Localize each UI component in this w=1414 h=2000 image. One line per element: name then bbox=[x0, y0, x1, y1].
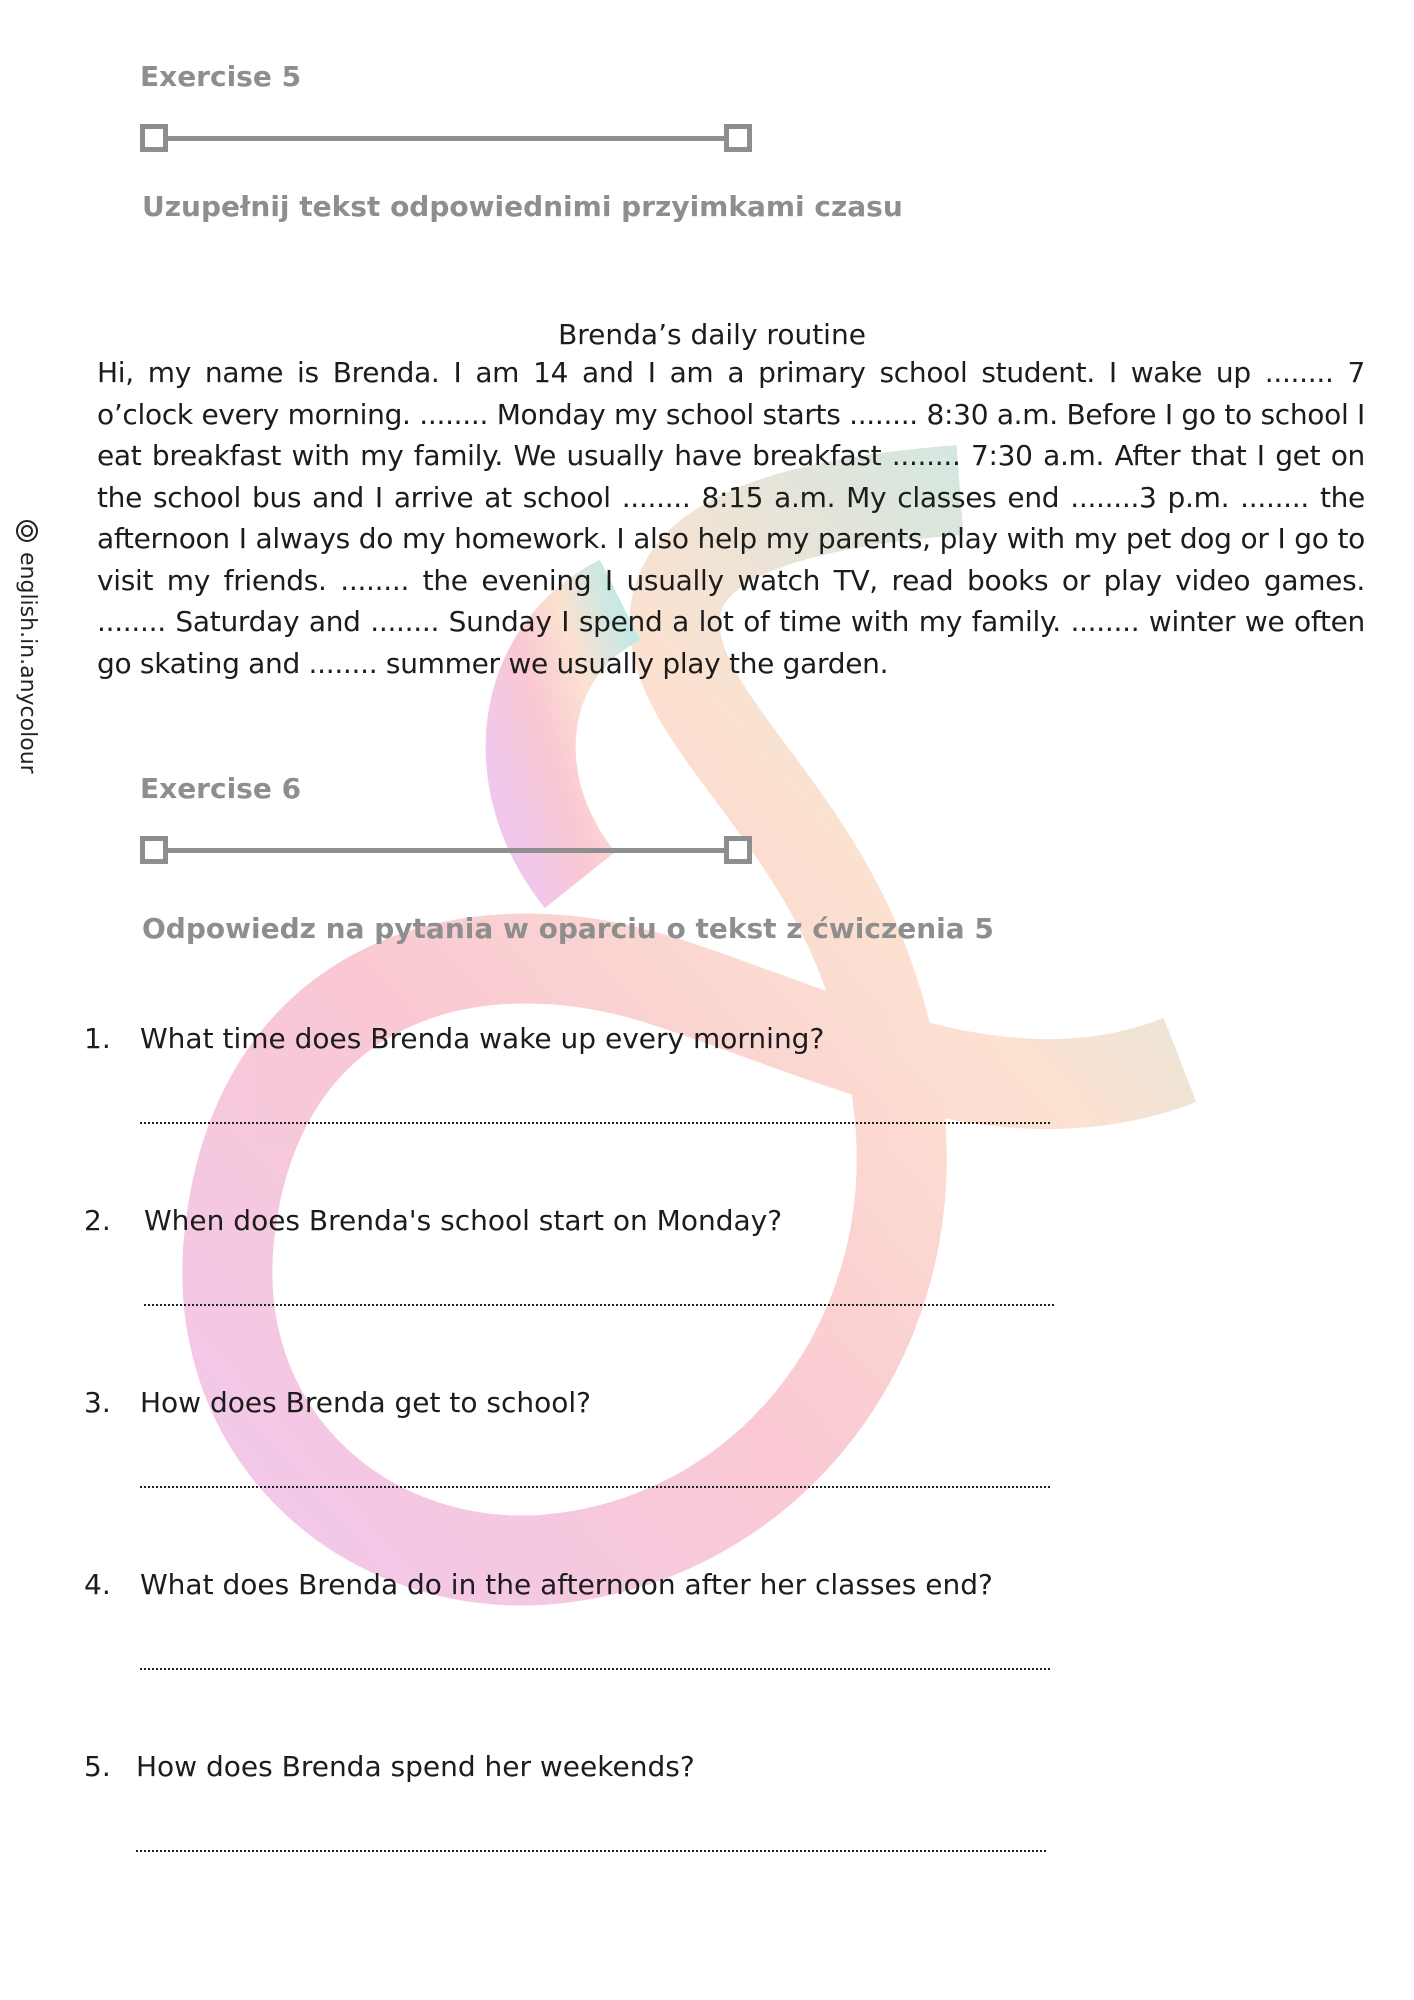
answer-line-4[interactable] bbox=[140, 1666, 1050, 1670]
question-text: When does Brenda's school start on Monday? bbox=[144, 1204, 783, 1237]
exercise-5-divider bbox=[140, 124, 752, 152]
question-3 bbox=[84, 1386, 1184, 1419]
instagram-icon bbox=[17, 520, 39, 542]
side-credit bbox=[15, 520, 40, 774]
question-text: How does Brenda spend her weekends? bbox=[136, 1750, 695, 1783]
question-number: 4. bbox=[84, 1568, 111, 1601]
question-4 bbox=[84, 1568, 1184, 1601]
question-text: How does Brenda get to school? bbox=[140, 1386, 592, 1419]
story-text: Hi, my name is Brenda. I am 14 and I am a primary school student. I wake up ........ 7 o’clock every morning. ........ Monday my school starts ........ 8:30 a.m. Before I go to school I eat breakfast with my family. We usually have breakfast ........ 7:30 a.m. After that I get on the school bus and I arrive at school ........ 8:15 a.m. My classes end ........3 p.m. ........ the afternoon I always do my homework. I also help my parents, play with my pet dog or I go to visit my friends. ........ the evening I usually watch TV, read books or play video games. ........ Saturday and ........ Sunday I spend a lot of time with my family. ........ winter we often go skating and ........ summer we usually play the garden. bbox=[97, 356, 1365, 680]
exercise-6-label: Exercise 6 bbox=[140, 772, 302, 805]
question-number: 2. bbox=[84, 1204, 111, 1237]
answer-line-2[interactable] bbox=[144, 1302, 1054, 1306]
answer-line-3[interactable] bbox=[140, 1484, 1050, 1488]
exercise-6-divider bbox=[140, 836, 752, 864]
question-text: What time does Brenda wake up every morning? bbox=[140, 1022, 825, 1055]
question-2 bbox=[84, 1204, 1184, 1237]
answer-line-1[interactable] bbox=[140, 1120, 1050, 1124]
exercise-5-label: Exercise 5 bbox=[140, 60, 302, 93]
exercise-5-instruction: Uzupełnij tekst odpowiednimi przyimkami czasu bbox=[142, 190, 903, 223]
question-1 bbox=[84, 1022, 1184, 1055]
exercise-6-instruction: Odpowiedz na pytania w oparciu o tekst z ćwiczenia 5 bbox=[142, 912, 994, 945]
question-5 bbox=[84, 1750, 1184, 1783]
question-number: 1. bbox=[84, 1022, 111, 1055]
story-title: Brenda’s daily routine bbox=[558, 318, 866, 351]
question-number: 3. bbox=[84, 1386, 111, 1419]
question-text: What does Brenda do in the afternoon after her classes end? bbox=[140, 1568, 993, 1601]
question-number: 5. bbox=[84, 1750, 111, 1783]
side-credit-text: english.in.anycolour bbox=[15, 552, 40, 774]
answer-line-5[interactable] bbox=[136, 1848, 1046, 1852]
